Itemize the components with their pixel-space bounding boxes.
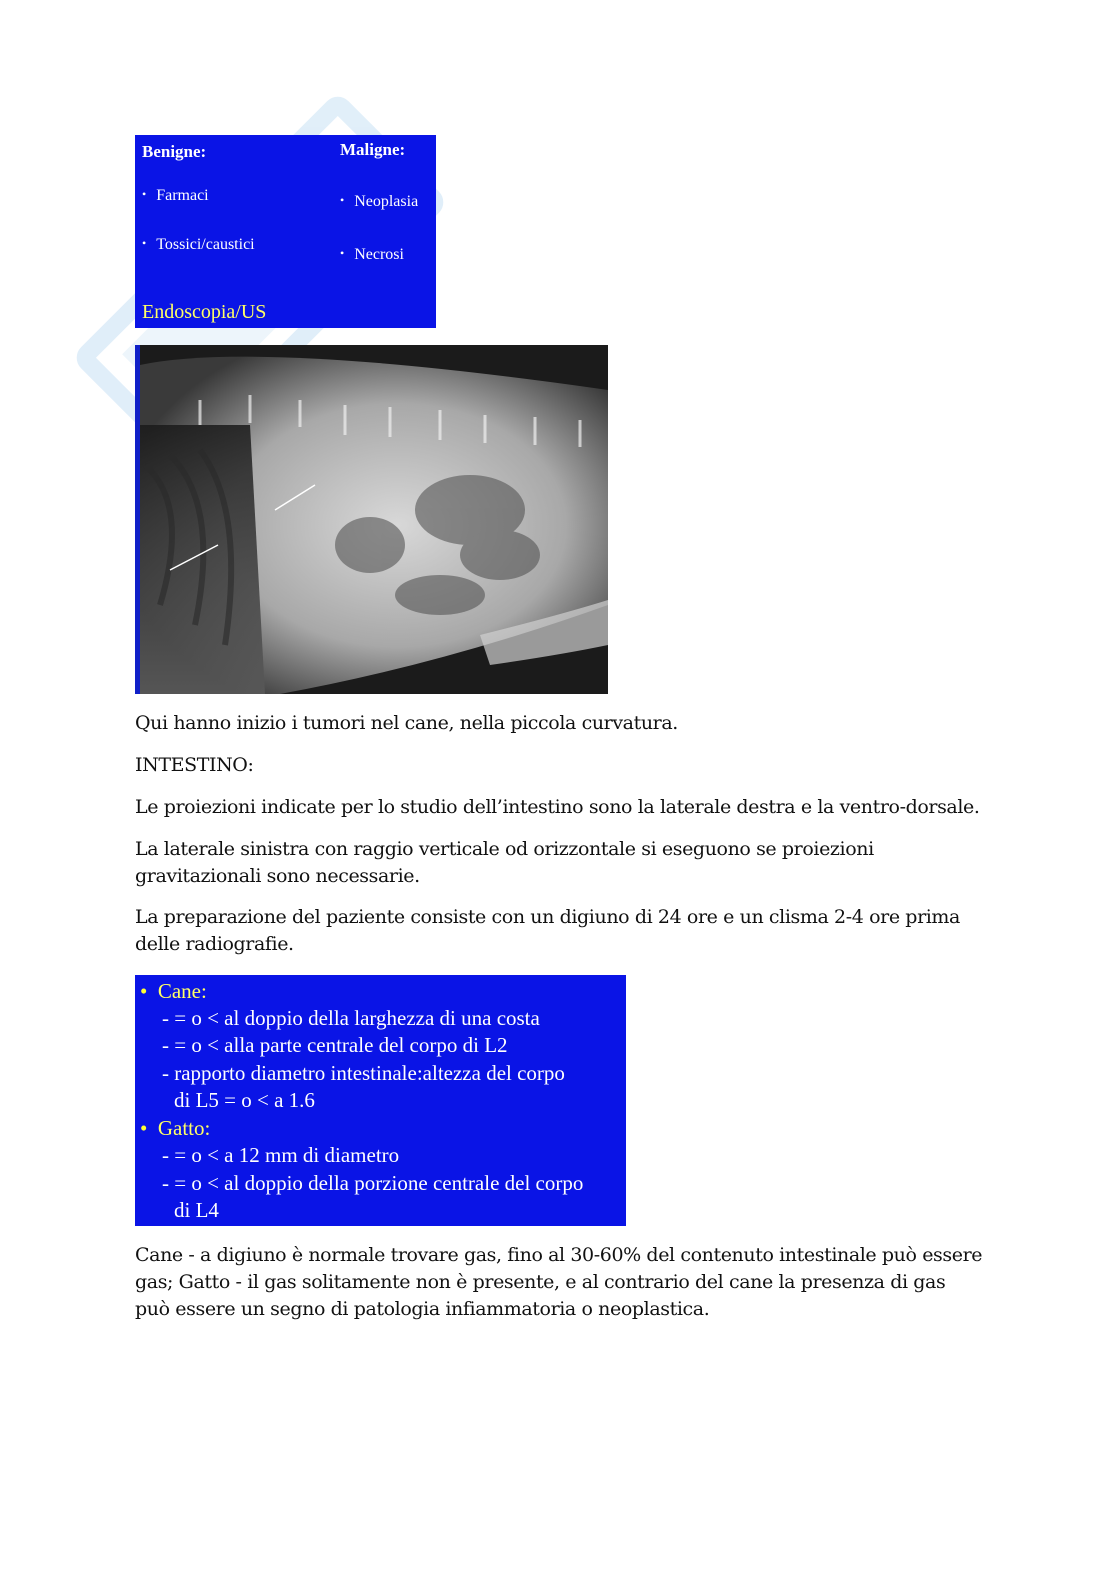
criteria-line: - = o < alla parte centrale del corpo di L2 xyxy=(162,1033,508,1057)
bullet-glyph: • xyxy=(140,979,148,1003)
section-heading-intestino: INTESTINO: xyxy=(135,754,254,776)
criteria-line: - = o < al doppio della larghezza di una costa xyxy=(162,1006,540,1030)
paragraph-gas: Cane - a digiuno è normale trovare gas, fino al 30-60% del contenuto intestinale può essere gas; Gatto - il gas solitamente non è presente, e al contrario del cane la presenza di gas può essere un segno di patologia infiammatoria o neoplastica. xyxy=(135,1244,983,1320)
paragraph-laterale-sinistra: La laterale sinistra con raggio verticale od orizzontale si eseguono se proiezioni gravitazionali sono necessarie. xyxy=(135,838,874,887)
criteria-line: di L4 xyxy=(174,1198,219,1222)
slide-benign-malign xyxy=(135,135,436,328)
bullet-glyph: • xyxy=(140,1116,148,1140)
bullet-glyph: • xyxy=(340,193,345,207)
bullet-glyph: • xyxy=(142,187,147,201)
criteria-gatto-heading: • Gatto: xyxy=(140,1116,211,1140)
benign-item-farmaci: • Farmaci xyxy=(142,187,209,204)
malign-item-neoplasia: • Neoplasia xyxy=(340,193,419,210)
benign-heading: Benigne: xyxy=(142,142,207,161)
slide-intestine-criteria xyxy=(135,975,626,1226)
criteria-cane-heading: • Cane: xyxy=(140,979,207,1003)
malign-item-necrosi: • Necrosi xyxy=(340,246,404,263)
bullet-glyph: • xyxy=(340,246,345,260)
benign-item-tossici: • Tossici/caustici xyxy=(142,236,255,253)
criteria-line: - = o < al doppio della porzione centrale del corpo xyxy=(162,1171,584,1195)
slide1-footer: Endoscopia/US xyxy=(142,301,267,323)
bullet-glyph: • xyxy=(142,236,147,250)
paragraph-preparazione: La preparazione del paziente consiste con un digiuno di 24 ore e un clisma 2-4 ore prima delle radiografie. xyxy=(135,906,960,955)
paragraph-tumori: Qui hanno inizio i tumori nel cane, nella piccola curvatura. xyxy=(135,712,678,734)
criteria-line: di L5 = o < a 1.6 xyxy=(174,1088,315,1112)
malign-heading: Maligne: xyxy=(340,140,406,159)
criteria-line: - = o < a 12 mm di diametro xyxy=(162,1143,400,1167)
xray-image xyxy=(135,345,608,694)
criteria-line: - rapporto diametro intestinale:altezza del corpo xyxy=(162,1061,565,1085)
paragraph-proiezioni: Le proiezioni indicate per lo studio dell’intestino sono la laterale destra e la ventro-dorsale. xyxy=(135,796,980,818)
